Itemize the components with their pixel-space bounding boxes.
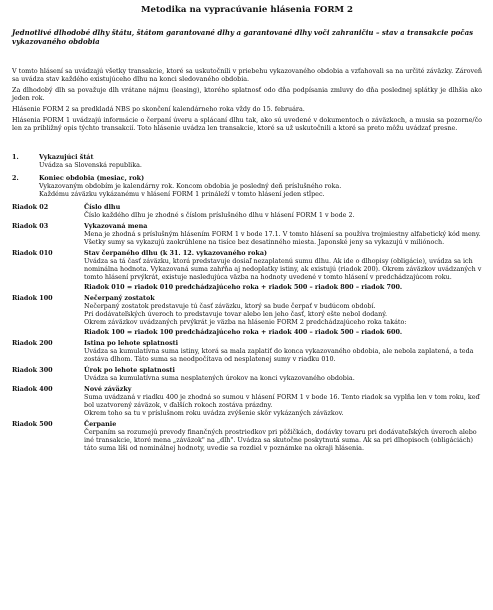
row-heading: Čerpanie: [84, 420, 117, 428]
row-heading: Nové záväzky: [84, 385, 132, 393]
row-text: Mena je zhodná s príslušným hlásením FORM 1 v bode 17.1. V tomto hlásení sa používa trojmiestny alfabetický kód meny.: [84, 230, 481, 238]
row-text: Suma uvádzaná v riadku 400 je zhodná so sumou v hlásení FORM 1 v bode 16. Tento riadok sa vyplňa len v tom roku, keď bol uzatvorený záväzok, v ďalších rokoch zostáva prázdny.: [84, 393, 480, 409]
row-formula: Riadok 010 = riadok 010 predchádzajúceho roka + riadok 500 – riadok 800 – riadok 700.: [84, 283, 403, 291]
row-label: Riadok 500: [12, 420, 53, 428]
row-heading: Nečerpaný zostatok: [84, 294, 155, 302]
row-text: Nečerpaný zostatok predstavuje tú časť záväzku, ktorý sa bude čerpať v budúcom období.: [84, 302, 376, 310]
row-label: Riadok 03: [12, 222, 49, 230]
row-text: Čerpaním sa rozumejú prevody finančných prostriedkov pri pôžičkách, dodávky tovaru pri dodávateľských úveroch alebo iné transakcie, ktoré mena „záväzok" na „dlh". Uvádza sa skutočne poskytnutá suma. Ak sa pri dlhopisoch (obligáciách) táto suma líši od nominálnej hodnoty, uvedie sa rozdiel v poznámke na okraji hlásenia.: [84, 428, 477, 452]
row-text: Všetky sumy sa vykazujú zaokrúhlene na tisíce bez desatinného miesta. Japonské jeny sa vykazujú v miliónoch.: [84, 238, 445, 246]
row-definition: [12, 420, 482, 452]
row-label: Riadok 200: [12, 339, 53, 347]
intro-paragraph: Hlásenia FORM 1 uvádzajú informácie o čerpaní úveru a splácaní dlhu tak, ako sú uvedené v dokumentoch o záväzkoch, a musia sa pozorne/čo len za približný opis týchto transakcií. Toto hlásenie uvádza len transakcie, ktoré sa už uskutočnili a ktoré sa preto môžu uvádzať presne.: [12, 116, 482, 132]
intro-paragraph: Hlásenie FORM 2 sa predkladá NBS po skončení kalendárneho roka vždy do 15. februára.: [12, 105, 305, 113]
row-definition: [12, 294, 482, 336]
intro-paragraph: Za dlhodobý dlh sa považuje dlh vrátane nájmu (leasing), ktorého splatnosť odo dňa podpísania zmluvy do dňa poslednej splátky je dlhšia ako jeden rok.: [12, 86, 482, 102]
row-text: Okrem záväzkov uvádzaných prvýkrát je väzba na hlásenie FORM 2 predchádzajúceho roka takáto:: [84, 318, 407, 326]
item-heading: Koniec obdobia (mesiac, rok): [39, 174, 145, 182]
row-text: Uvádza sa kumulatívna suma istiny, ktorá sa mala zaplatiť do konca vykazovaného obdobia, ale nebola zaplatená, a teda zostáva dlhom. Táto suma sa neodpočítava od nesplatenej sumy v riadku 010.: [84, 347, 474, 363]
row-text: Uvádza sa tá časť záväzku, ktorá predstavuje dosiaľ nezaplatenú sumu dlhu. Ak ide o dlhopisy (obligácie), uvádza sa ich nominálna hodnota. Vykazovaná suma zahŕňa aj nedoplatky istiny, ak existujú (riadok 200). Okrem záväzkov uvádzaných v tomto hlásení prvýkrát, existuje nasledujúca väzba na hodnoty uvedené v tomto hlásení v predchádzajúcom roku.: [84, 257, 482, 281]
row-heading: Stav čerpaného dlhu (k 31. 12. vykazovaného roka): [84, 249, 268, 257]
item-heading: Vykazujúci štát: [39, 153, 94, 161]
document-page: [12, 5, 482, 455]
row-definitions: [12, 203, 482, 452]
row-formula: Riadok 100 = riadok 100 predchádzajúceho roka + riadok 400 – riadok 500 – riadok 600.: [84, 328, 403, 336]
intro-paragraph: V tomto hlásení sa uvádzajú všetky transakcie, ktoré sa uskutočnili v priebehu vykazovaného obdobia a vzťahovali sa na určité záväzky. Zároveň sa uvádza stav každého existujúceho dlhu na konci sledovaného obdobia.: [12, 67, 482, 83]
row-definition: [12, 222, 482, 246]
row-heading: Úrok po lehote splatnosti: [84, 366, 175, 374]
document-title: Metodika na vypracúvanie hlásenia FORM 2: [140, 5, 354, 15]
intro-section: [12, 67, 482, 132]
item-number: 2.: [12, 174, 19, 182]
row-label: Riadok 010: [12, 249, 53, 257]
item-text: Vykazovaným obdobím je kalendárny rok. Koncom obdobia je posledný deň príslušného roka.: [39, 182, 342, 190]
row-definition: [12, 339, 482, 363]
row-definition: [12, 203, 482, 219]
numbered-item: [12, 174, 482, 198]
row-heading: Číslo dlhu: [84, 203, 121, 211]
numbered-section: [12, 153, 482, 198]
row-text: Okrem toho sa tu v príslušnom roku uvádza zvýšenie skôr vykázaných záväzkov.: [84, 409, 344, 417]
row-label: Riadok 02: [12, 203, 49, 211]
row-text: Číslo každého dlhu je zhodné s číslom príslušného dlhu v hlásení FORM 1 v bode 2.: [84, 211, 355, 219]
document-subtitle: Jednotlivé dlhodobé dlhy štátu, štátom garantované dlhy a garantované dlhy voči zahraničiu – stav a transakcie počas vykazovaného obdobia: [12, 28, 474, 46]
item-text: Uvádza sa Slovenská republika.: [39, 161, 142, 169]
row-label: Riadok 100: [12, 294, 53, 302]
row-text: Uvádza sa kumulatívna suma nesplatených úrokov na konci vykazovaného obdobia.: [84, 374, 355, 382]
item-number: 1.: [12, 153, 19, 161]
row-label: Riadok 400: [12, 385, 53, 393]
row-label: Riadok 300: [12, 366, 53, 374]
row-heading: Istina po lehote splatnosti: [84, 339, 179, 347]
row-text: Pri dodávateľských úveroch to predstavuje tovar alebo len jeho časť, ktorý ešte nebol dodaný.: [84, 310, 387, 318]
row-definition: [12, 385, 482, 417]
row-definition: [12, 366, 482, 382]
row-heading: Vykazovaná mena: [84, 222, 148, 230]
item-text: Každému záväzku vykázanému v hlásení FORM 1 prináleží v tomto hlásení jeden stĺpec.: [39, 190, 325, 198]
row-definition: [12, 249, 482, 291]
numbered-item: [12, 153, 482, 169]
